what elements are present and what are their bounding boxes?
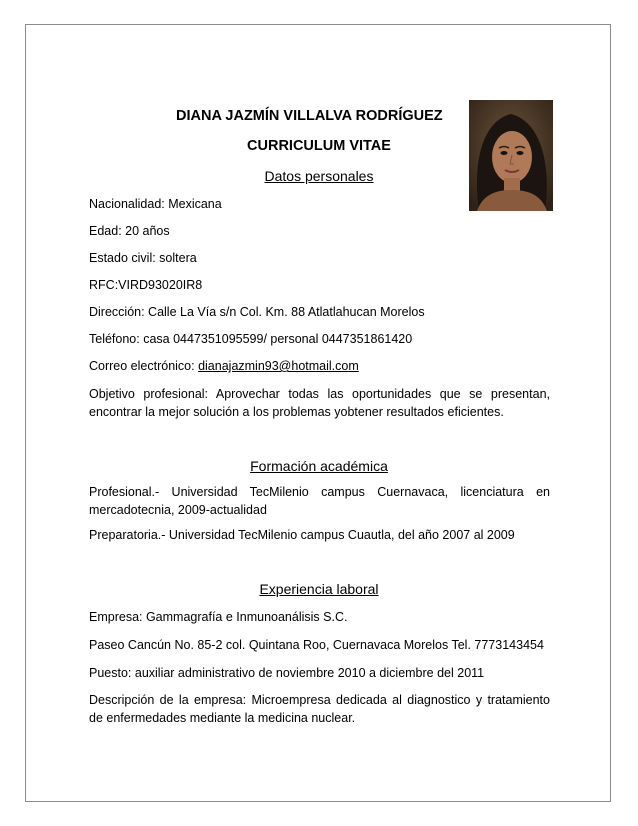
experience-company: Empresa: Gammagrafía e Inmunoanálisis S.C. — [89, 610, 348, 624]
civil-status: Estado civil: soltera — [89, 251, 197, 265]
profile-photo — [469, 100, 553, 211]
email-link[interactable]: dianajazmin93@hotmail.com — [198, 359, 359, 373]
document-title: CURRICULUM VITAE — [247, 138, 391, 154]
section-heading-experience-text: Experiencia laboral — [259, 581, 379, 597]
age: Edad: 20 años — [89, 224, 170, 238]
education-professional: Profesional.- Universidad TecMilenio campus Cuernavaca, licenciatura en mercadotecnia, 2009-actualidad — [89, 485, 550, 517]
section-heading-education-text: Formación académica — [250, 458, 388, 474]
rfc: RFC:VIRD93020IR8 — [89, 278, 203, 292]
education-prep: Preparatoria.- Universidad TecMilenio campus Cuautla, del año 2007 al 2009 — [89, 528, 515, 542]
nationality: Nacionalidad: Mexicana — [89, 197, 222, 211]
phone: Teléfono: casa 0447351095599/ personal 0447351861420 — [89, 332, 413, 346]
section-heading-personal — [0, 168, 638, 184]
section-heading-personal-text: Datos personales — [264, 168, 374, 184]
professional-objective: Objetivo profesional: Aprovechar todas las oportunidades que se presentan, encontrar la mejor solución a los problemas yobtener resultados eficientes. — [89, 387, 550, 419]
experience-position: Puesto: auxiliar administrativo de noviembre 2010 a diciembre del 2011 — [89, 666, 485, 680]
experience-description: Descripción de la empresa: Microempresa dedicada al diagnostico y tratamiento de enfermedades mediante la medicina nuclear. — [89, 693, 550, 725]
section-heading-education — [0, 458, 638, 474]
email-label: Correo electrónico: — [89, 359, 199, 373]
portrait-icon — [469, 100, 553, 211]
section-heading-experience — [0, 581, 638, 597]
email-row — [89, 359, 359, 373]
address: Dirección: Calle La Vía s/n Col. Km. 88 Atlatlahucan Morelos — [89, 305, 425, 319]
experience-address: Paseo Cancún No. 85-2 col. Quintana Roo, Cuernavaca Morelos Tel. 7773143454 — [89, 638, 544, 652]
applicant-name: DIANA JAZMÍN VILLALVA RODRÍGUEZ — [176, 108, 443, 124]
